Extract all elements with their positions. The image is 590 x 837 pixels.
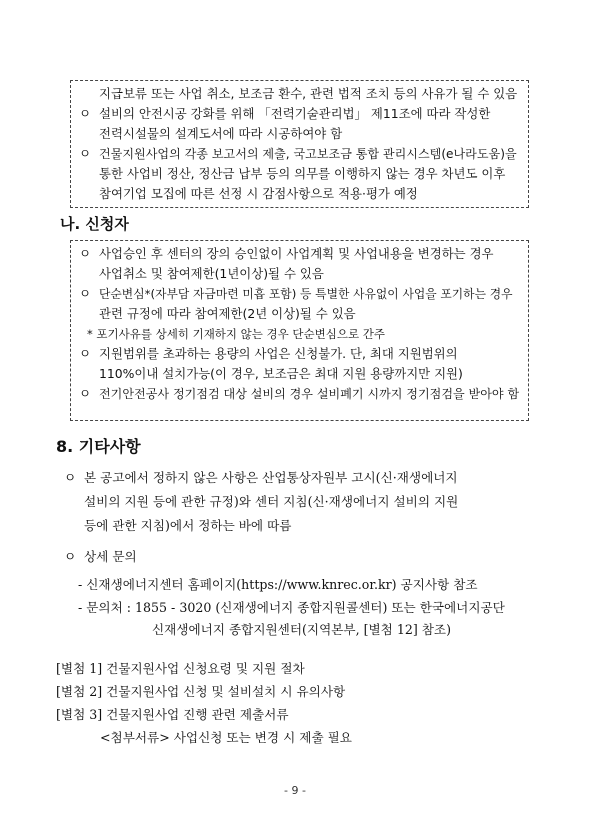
bullet-marker: ㅇ (79, 386, 91, 401)
notice-text: 지원범위를 초과하는 용량의 사업은 신청불가. 단, 최대 지원범위의 (99, 346, 458, 361)
notice-text: 전기안전공사 정기점검 대상 설비의 경우 설비폐기 시까지 정기점검을 받아야 함 (99, 387, 520, 401)
contact-line: - 신재생에너지센터 홈페이지(https://www.knrec.or.kr) 공지사항 참조 (78, 577, 478, 592)
page-number: - 9 - (284, 784, 306, 797)
notice-text: 110%이내 설치가능(이 경우, 보조금은 최대 지원 용량까지만 지원) (99, 366, 463, 381)
notice-text: 통한 사업비 정산, 정산금 납부 등의 의무를 이행하지 않는 경우 차년도 이후 (99, 166, 506, 181)
paragraph-line: 본 공고에서 정하지 않은 사항은 산업통상자원부 고시(신·재생에너지 (84, 470, 458, 485)
bullet-marker: ㅇ (79, 286, 91, 301)
bullet-marker: ㅇ (79, 346, 91, 361)
notice-line (77, 124, 522, 144)
notice-line (77, 364, 522, 384)
notice-line (77, 184, 522, 204)
notice-text: 설비의 안전시공 강화를 위해 「전력기술관리법」 제11조에 따라 작성한 (99, 106, 491, 121)
notice-text: 전력시설물의 설계도서에 따라 시공하여야 함 (99, 126, 343, 141)
paragraph-line: 상세 문의 (84, 549, 137, 564)
notice-text: 사업승인 후 센터의 장의 승인없이 사업계획 및 사업내용을 변경하는 경우 (99, 246, 494, 261)
notice-line (77, 304, 522, 324)
notice-box-1 (70, 80, 529, 208)
contact-line: 신재생에너지 종합지원센터(지역본부, [별첨 12] 참조) (152, 622, 452, 637)
attachment-item: [별첨 2] 건물지원사업 신청 및 설비설치 시 유의사항 (56, 684, 346, 699)
attachment-item: [별첨 3] 건물지원사업 진행 관련 제출서류 (56, 707, 289, 722)
notice-line (77, 324, 522, 344)
notice-line (77, 144, 522, 164)
contact-line: - 문의처 : 1855 - 3020 (신재생에너지 종합지원콜센터) 또는 한국에너지공단 (78, 600, 505, 615)
paragraph-line: 등에 관한 지침)에서 정하는 바에 따름 (84, 518, 292, 533)
notice-text: 관련 규정에 따라 참여제한(2년 이상)될 수 있음 (99, 306, 356, 321)
notice-line (77, 244, 522, 264)
notice-text: 건물지원사업의 각종 보고서의 제출, 국고보조금 통합 관리시스템(e나라도움)을 (99, 147, 517, 161)
bullet-marker: ㅇ (64, 549, 77, 564)
notice-line (77, 344, 522, 364)
bullet-marker: ㅇ (79, 146, 91, 161)
notice-text: 참여기업 모집에 따른 선정 시 감점사항으로 적용·평가 예정 (99, 186, 418, 201)
section-heading-applicant: 나. 신청자 (60, 215, 129, 233)
notice-box-2 (70, 240, 529, 421)
footnote-text: * 포기사유를 상세히 기재하지 않는 경우 단순변심으로 간주 (87, 327, 385, 341)
attachment-item: [별첨 1] 건물지원사업 신청요령 및 지원 절차 (56, 661, 305, 676)
notice-line (77, 264, 522, 284)
bullet-marker: ㅇ (79, 106, 91, 121)
notice-line (77, 384, 522, 404)
notice-text: 지급보류 또는 사업 취소, 보조금 환수, 관련 법적 조치 등의 사유가 될 수 있음 (99, 86, 518, 101)
notice-line (77, 164, 522, 184)
notice-line (77, 84, 522, 104)
bullet-marker: ㅇ (64, 470, 77, 485)
section-heading-other-matters: 8. 기타사항 (56, 437, 141, 456)
notice-line (77, 284, 522, 304)
bullet-marker: ㅇ (79, 246, 91, 261)
paragraph-line: 설비의 지원 등에 관한 규정)와 센터 지침(신·재생에너지 설비의 지원 (84, 494, 459, 509)
attachment-note: <첨부서류> 사업신청 또는 변경 시 제출 필요 (100, 730, 352, 745)
notice-text: 사업취소 및 참여제한(1년이상)될 수 있음 (99, 266, 324, 281)
notice-text: 단순변심*(자부담 자금마련 미흡 포함) 등 특별한 사유없이 사업을 포기하는 경우 (99, 287, 513, 301)
notice-line (77, 104, 522, 124)
